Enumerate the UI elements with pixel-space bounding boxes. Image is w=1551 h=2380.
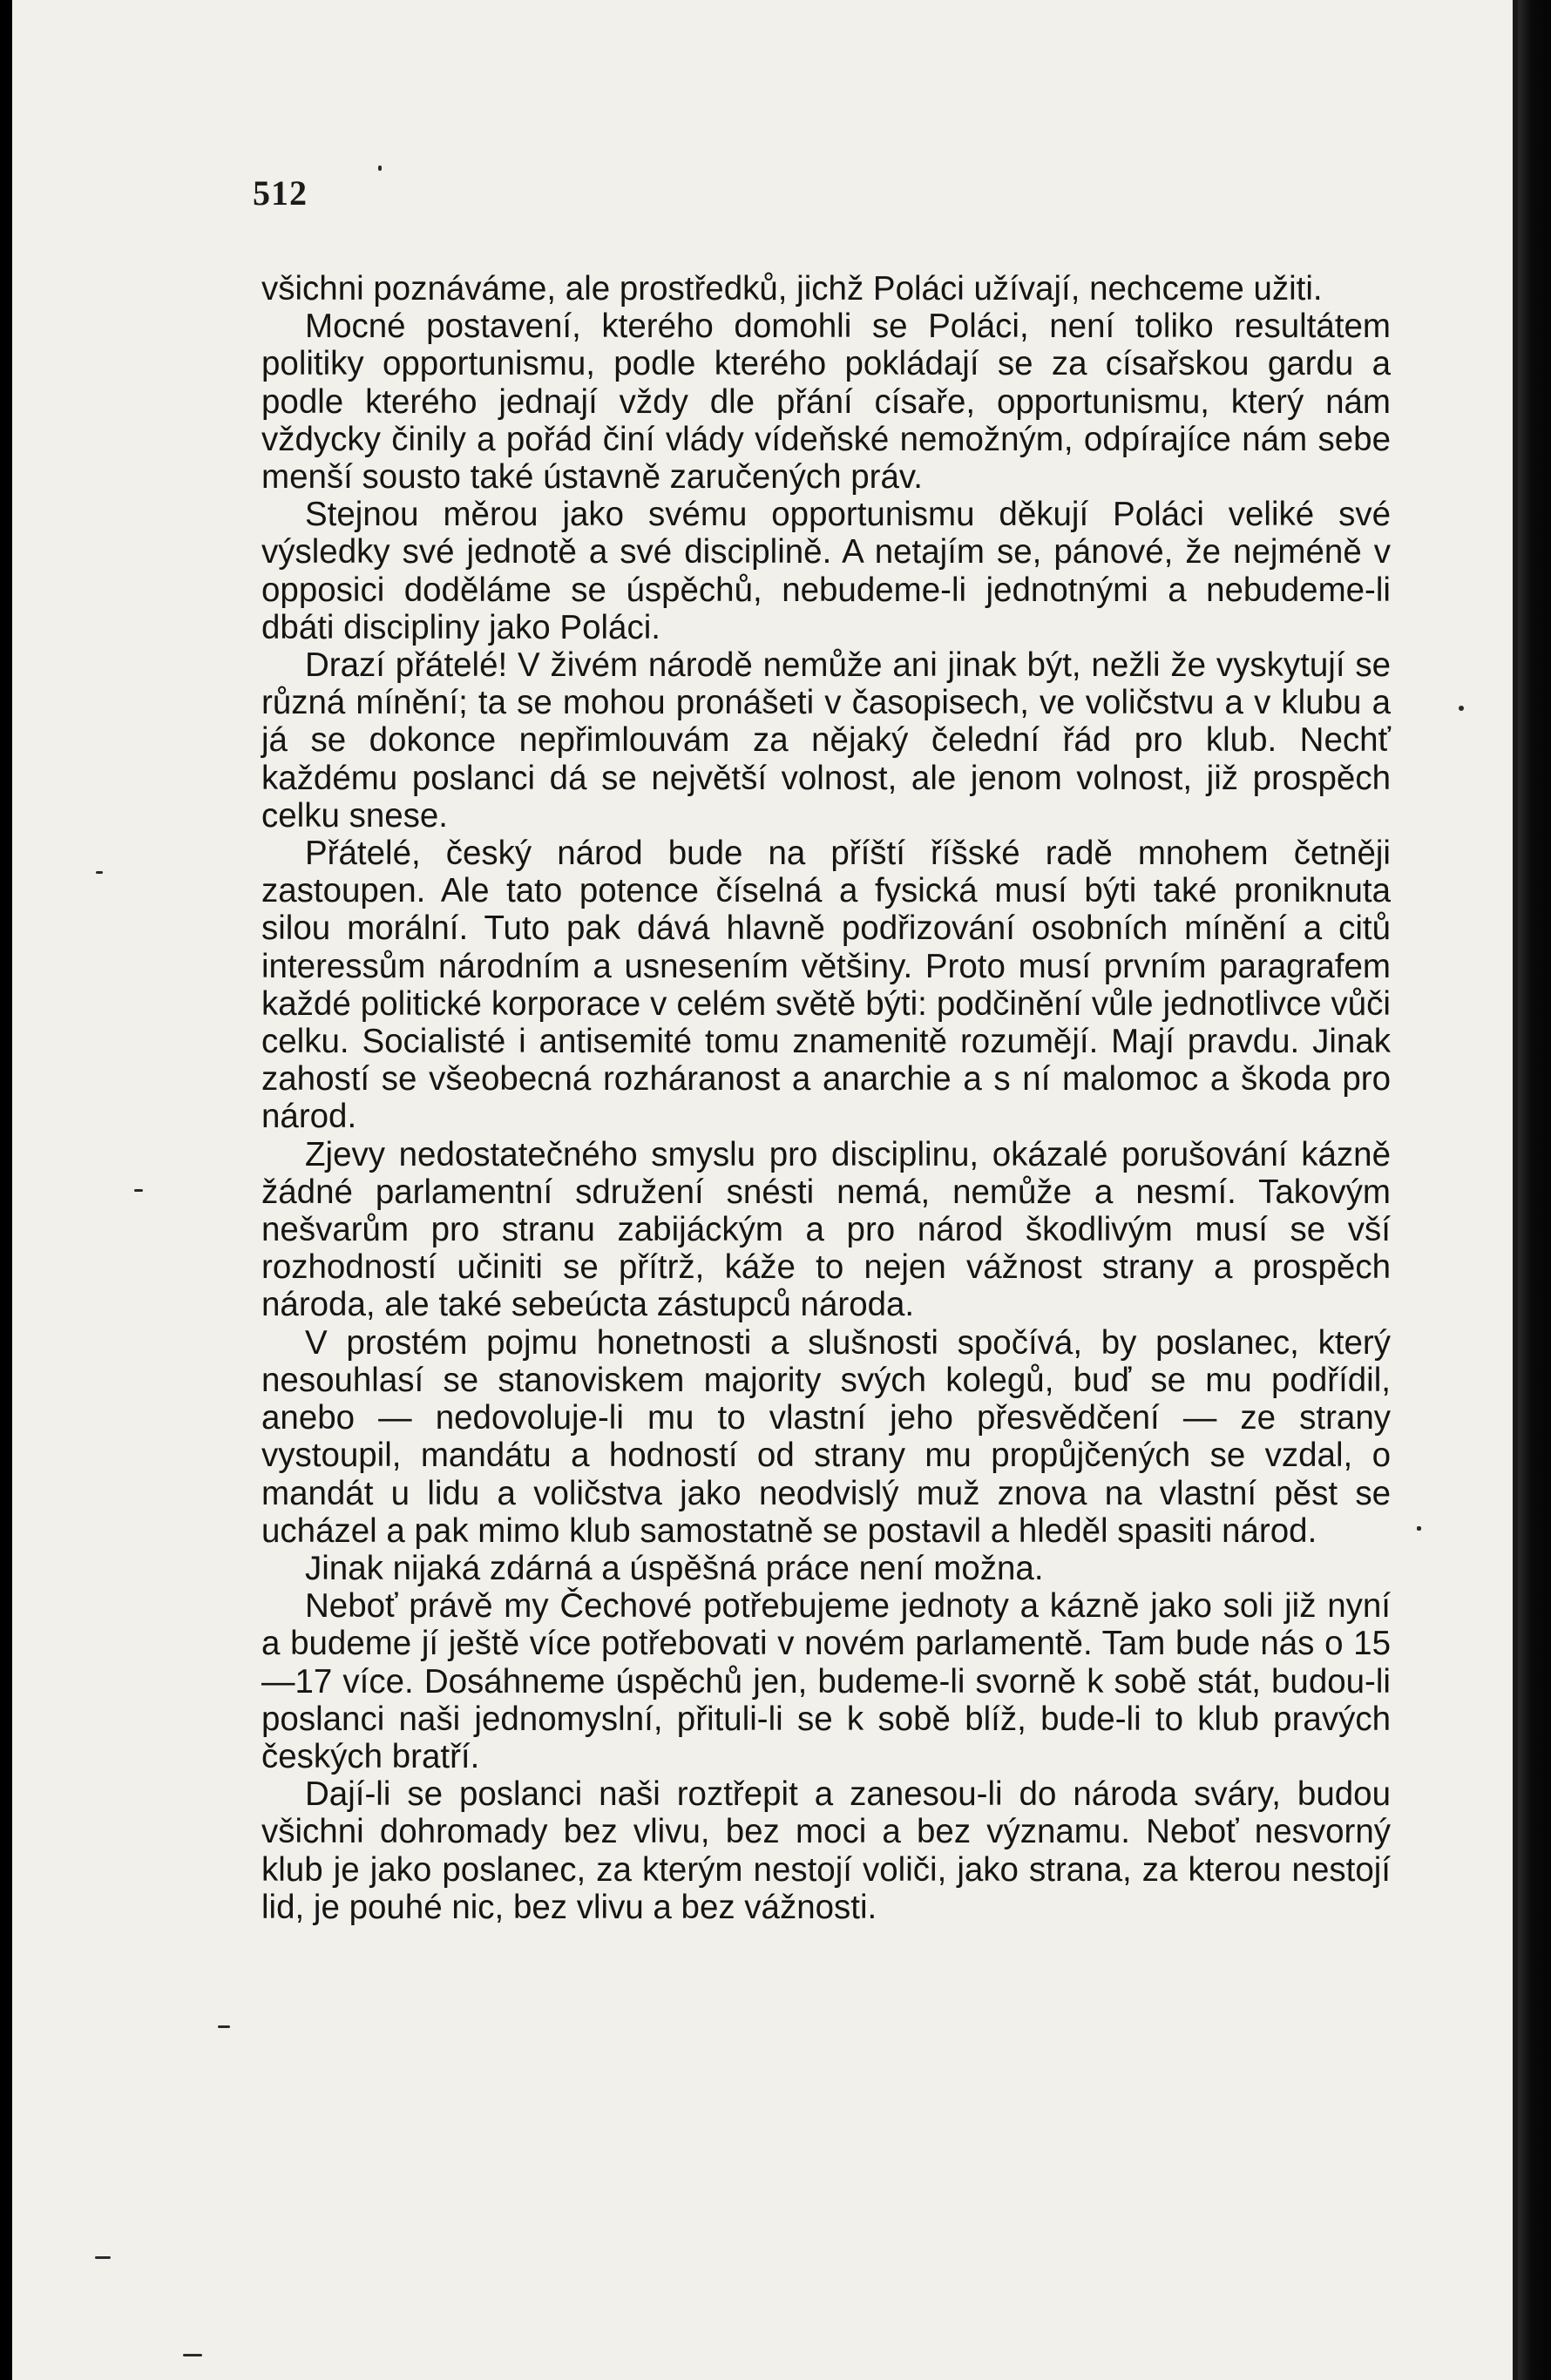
ink-speck (378, 166, 382, 171)
ink-speck (1459, 706, 1464, 711)
page-edge-shadow (1518, 0, 1551, 2380)
paragraph: Stejnou měrou jako svému opportunismu děkují Poláci veliké své výsledky své jednotě a své disciplině. A netajím se, pánové, že nejméně v opposici doděláme se úspěchů, nebudeme-li jednotnými a nebudeme-li dbáti discipliny jako Poláci. (261, 496, 1391, 646)
ink-speck (95, 2256, 111, 2259)
ink-speck (183, 2354, 202, 2356)
paragraph: Dají-li se poslanci naši roztřepit a zanesou-li do národa sváry, budou všichni dohromady bez vlivu, bez moci a bez významu. Neboť nesvorný klub je jako poslanec, za kterým nestojí voliči, jako strana, za kterou nestojí lid, je pouhé nic, bez vlivu a bez vážnosti. (261, 1775, 1391, 1926)
paragraph: Zjevy nedostatečného smyslu pro disciplinu, okázalé porušování kázně žádné parlamentní sdružení snésti nemá, nemůže a nesmí. Takovým nešvarům pro stranu zabijáckým a pro národ škodlivým musí se vší rozhodností učiniti se přítrž, káže to nejen vážnost strany a prospěch národa, ale také sebeúcta zástupců národa. (261, 1135, 1391, 1324)
ink-speck (134, 1189, 143, 1192)
ink-speck (96, 871, 103, 874)
paragraph: Jinak nijaká zdárná a úspěšná práce není možna. (305, 1549, 1044, 1587)
paragraph: Přátelé, český národ bude na příští říšské radě mnohem četněji zastoupen. Ale tato potence číselná a fysická musí býti také proniknuta silou morální. Tuto pak dává hlavně podřizování osobních mínění a citů interessům národním a usnesením většiny. Proto musí prvním paragrafem každé politické korporace v celém světě býti: podčinění vůle jednotlivce vůči celku. Socialisté i antisemité tomu znamenitě rozumějí. Mají pravdu. Jinak zahostí se všeobecná rozháranost a anarchie a s ní malomoc a škoda pro národ. (261, 835, 1391, 1136)
ink-speck (218, 2025, 230, 2028)
page-number: 512 (253, 173, 308, 213)
paragraph: Neboť právě my Čechové potřebujeme jednoty a kázně jako soli již nyní a budeme jí ještě více potřebovati v novém parlamentě. Tam bude nás o 15—17 více. Dosáhneme úspěchů jen, budeme-li svorně k sobě stát, budou-li poslanci naši jednomyslní, přituli-li se k sobě blíž, bude-li to klub pravých českých bratří. (261, 1587, 1391, 1775)
paragraph: Mocné postavení, kterého domohli se Poláci, není toliko resultátem politiky opportunismu, podle kterého pokládají se za císařskou gardu a podle kterého jednají vždy dle přání císaře, opportunismu, který nám vždycky činily a pořád činí vlády vídeňské nemožným, odpírajíce nám sebe menší sousto také ústavně zaručených práv. (261, 308, 1391, 497)
ink-speck (1417, 1526, 1421, 1531)
paragraph: Drazí přátelé! V živém národě nemůže ani jinak být, nežli že vyskytují se různá mínění; ta se mohou pronášeti v časopisech, ve voličstvu a v klubu a já se dokonce nepřimlouvám za nějaký čelední řád pro klub. Nechť každému poslanci dá se největší volnost, ale jenom volnost, již prospěch celku snese. (261, 646, 1391, 835)
paragraph: V prostém pojmu honetnosti a slušnosti spočívá, by poslanec, který nesouhlasí se stanoviskem majority svých kolegů, buď se mu podřídil, anebo — nedovoluje-li mu to vlastní jeho přesvědčení — ze strany vystoupil, mandátu a hodností od strany mu propůjčených se vzdal, o mandát u lidu a voličstva jako neodvislý muž znova na vlastní pěst se ucházel a pak mimo klub samostatně se postavil a hleděl spasiti národ. (261, 1323, 1391, 1550)
paragraph: všichni poznáváme, ale prostředků, jichž Poláci užívají, nechceme užiti. (261, 270, 1323, 308)
body-text (261, 270, 1391, 1926)
